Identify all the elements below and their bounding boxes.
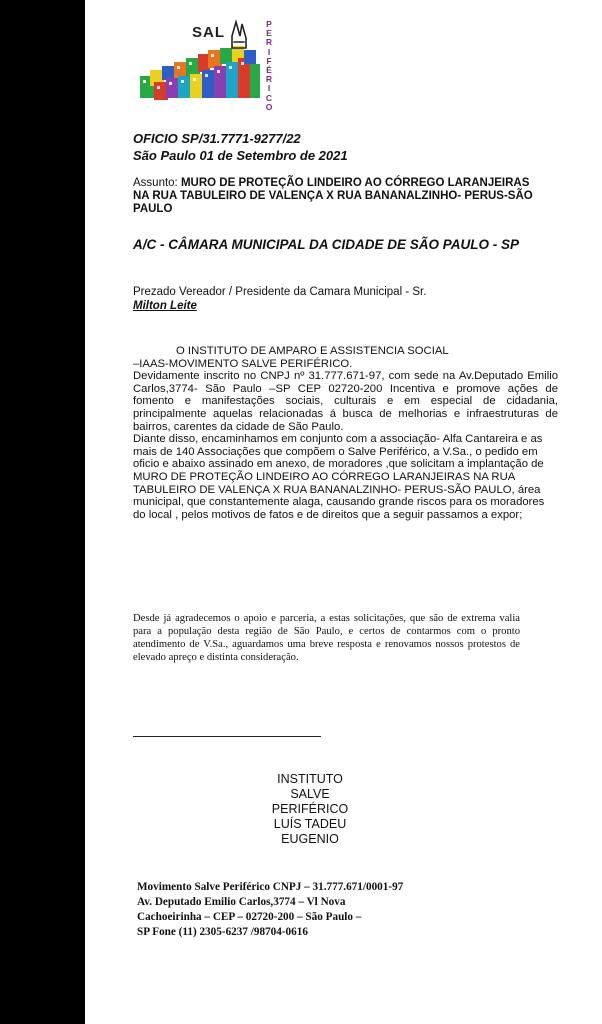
signature-block [245, 772, 375, 847]
salutation-text: Prezado Vereador / Presidente da Camara Municipal - Sr. [133, 286, 427, 298]
oficio-header [133, 130, 348, 164]
intro-line-2: –IAAS-MOVIMENTO SALVE PERIFÉRICO. [133, 357, 353, 370]
signature-line-1: INSTITUTO [277, 772, 343, 786]
addressee-heading: A/C - CÂMARA MUNICIPAL DA CIDADE DE SÃO PAULO - SP [133, 237, 520, 252]
footer-line-3: Cachoeirinha – CEP – 02720-200 – São Paulo – [137, 911, 362, 923]
signature-line-2: SALVE [290, 787, 330, 801]
oficio-number: OFICIO SP/31.7771-9277/22 [133, 131, 301, 146]
addressee-name: Milton Leite [133, 300, 197, 312]
letter-body [133, 345, 558, 521]
footer-line-1: Movimento Salve Periférico CNPJ – 31.777.671/0001-97 [137, 881, 404, 893]
paragraph-1: Devidamente inscrito no CNPJ nº 31.777.671-97, com sede na Av.Deputado Emilio Carlos,3774- São Paulo –SP CEP 02720-200 Incentiva e promove ações de fomento e manifestações sociais, culturais e em especial de cidadania, principalmente aquelas relacionadas á busca de melhorias e infraestruturas de bairros, carentes da cidade de São Paulo. [133, 370, 558, 433]
logo-text: SAL [192, 24, 225, 41]
document-page [85, 0, 602, 1024]
paragraph-3: Desde já agradecemos o apoio e parceria, a estas solicitações, que são de extrema valia para a população desta região de São Paulo, e certos de contarmos com o pronto atendimento de V.Sa., aguardamos uma breve resposta e renovamos nossos protestos de elevado apreço e distinta consideração. [133, 613, 520, 663]
signature-line-5: EUGENIO [281, 832, 339, 846]
logo-vertical-text: P E R I F É R I C O [265, 19, 273, 112]
signature-line-4: LUÍS TADEU [273, 817, 347, 831]
paragraph-2: Diante disso, encaminhamos em conjunto com a associação- Alfa Cantareira e as mais de 140 Associações que compõem o Salve Periférico, a V.Sa., o pedido em oficio e abaixo assinado em anexo, de moradores ,que solicitam a implantação de MURO DE PROTEÇÃO LINDEIRO AO CÓRREGO LARANJEIRAS NA RUA TABULEIRO DE VALENÇA X RUA BANANALZINHO- PERUS-SÃO PAULO, área municipal, que constantemente alaga, causando grande riscos para os moradores do local , pelos motivos de fatos e de direitos que a seguir passamos a expor; [133, 433, 545, 521]
intro-line-1: O INSTITUTO DE AMPARO E ASSISTENCIA SOCIAL [176, 345, 449, 357]
assunto-block [133, 177, 533, 216]
assunto-text: MURO DE PROTEÇÃO LINDEIRO AO CÓRREGO LARANJEIRAS NA RUA TABULEIRO DE VALENÇA X RUA BANANALZINHO- PERUS-SÃO PAULO [133, 177, 533, 215]
signature-line [133, 736, 321, 737]
signature-line-3: PERIFÉRICO [271, 802, 349, 816]
footer-contact [137, 880, 467, 940]
footer-line-2: Av. Deputado Emilio Carlos,3774 – Vl Nova [137, 896, 346, 908]
footer-line-4: SP Fone (11) 2305-6237 /98704-0616 [137, 926, 308, 938]
salutation [133, 285, 553, 313]
oficio-date: São Paulo 01 de Setembro de 2021 [133, 148, 348, 163]
assunto-label: Assunto: [133, 177, 178, 189]
salve-periferico-logo [140, 18, 285, 112]
